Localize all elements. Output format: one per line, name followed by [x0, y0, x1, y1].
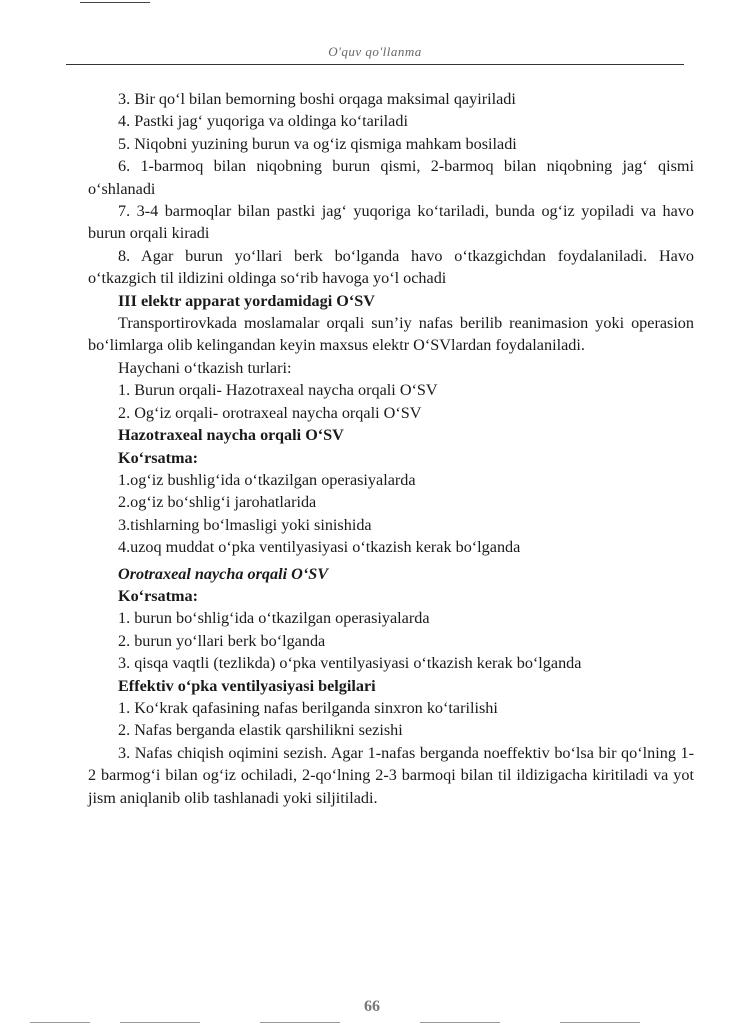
list-item-7: 7. 3-4 barmoqlar bilan pastki jag‘ yuqoriga ko‘tariladi, bunda og‘iz yopiladi va havo burun orqali kiradi	[88, 202, 694, 243]
list-item-5: 5. Niqobni yuzining burun va og‘iz qismiga mahkam bosiladi	[118, 134, 517, 153]
oro-indication-item-1: 1. burun bo‘shlig‘ida o‘tkazilgan operasiyalarda	[118, 609, 430, 628]
sign-item-3: 3. Nafas chiqish oqimini sezish. Agar 1-nafas berganda noeffektiv bo‘lsa bir qo‘lning 1-2 barmog‘i bilan og‘iz ochiladi, 2-qo‘lning 2-3 barmoqi bilan til ildizigacha kiritiladi va yot jism aniqlanib olib tashlanadi yoki siljitiladi.	[88, 743, 694, 807]
header-rule	[66, 64, 684, 65]
oro-indication-item-3: 3. qisqa vaqtli (tezlikda) o‘pka ventilyasiyasi o‘tkazish kerak bo‘lganda	[118, 654, 582, 673]
top-edge-rule	[80, 2, 150, 3]
section-heading-electric-apparatus: III elektr apparat yordamidagi O‘SV	[118, 291, 375, 310]
sign-item-2: 2. Nafas berganda elastik qarshilikni sezishi	[118, 721, 403, 740]
indication-item-3: 3.tishlarning bo‘lmasligi yoki sinishida	[118, 515, 372, 534]
bottom-rule-1	[30, 1022, 90, 1023]
type-item-2: 2. Og‘iz orqali- orotraxeal naycha orqali O‘SV	[118, 403, 422, 422]
list-item-6: 6. 1-barmoq bilan niqobning burun qismi, 2-barmoq bilan niqobning jag‘ qismi o‘shlanadi	[88, 157, 694, 198]
bottom-rule-3	[260, 1022, 340, 1023]
bottom-rule-5	[560, 1022, 640, 1023]
running-head: O'quv qo'llanma	[328, 44, 422, 59]
bottom-rule-2	[120, 1022, 200, 1023]
bottom-rule-4	[420, 1022, 500, 1023]
section-heading-orotracheal: Orotraxeal naycha orqali O‘SV	[118, 564, 329, 583]
section-heading-effective-ventilation: Effektiv o‘pka ventilyasiyasi belgilari	[118, 676, 376, 695]
indication-item-4: 4.uzoq muddat o‘pka ventilyasiyasi o‘tkazish kerak bo‘lganda	[118, 538, 521, 557]
list-item-3: 3. Bir qo‘l bilan bemorning boshi orqaga maksimal qayiriladi	[118, 90, 516, 108]
oro-indication-item-2: 2. burun yo‘llari berk bo‘lganda	[118, 631, 326, 650]
sign-item-1: 1. Ko‘krak qafasining nafas berilganda sinxron ko‘tarilishi	[118, 698, 498, 717]
body-paragraph-transport: Transportirovkada moslamalar orqali sun’iy nafas berilib reanimasion yoki operasion bo‘limlarga olib kelingandan keyin maxsus elektr O‘SVlardan foydalaniladi.	[88, 314, 694, 355]
indication-item-1: 1.og‘iz bushlig‘ida o‘tkazilgan operasiyalarda	[118, 470, 416, 489]
section-heading-nasotracheal: Hazotraxeal naycha orqali O‘SV	[118, 426, 344, 445]
indication-label-1: Ko‘rsatma:	[118, 448, 199, 467]
list-item-4: 4. Pastki jag‘ yuqoriga va oldinga ko‘tariladi	[118, 112, 408, 131]
indication-item-2: 2.og‘iz bo‘shlig‘i jarohatlarida	[118, 493, 317, 512]
page-number: 66	[364, 998, 380, 1015]
page-body	[88, 88, 694, 809]
body-paragraph-types: Haychani o‘tkazish turlari:	[118, 358, 292, 377]
type-item-1: 1. Burun orqali- Hazotraxeal naycha orqali O‘SV	[118, 381, 438, 400]
list-item-8: 8. Agar burun yo‘llari berk bo‘lganda havo o‘tkazgichdan foydalaniladi. Havo o‘tkazgich til ildizini oldinga so‘rib havoga yo‘l ochadi	[88, 246, 694, 288]
indication-label-2: Ko‘rsatma:	[118, 586, 199, 605]
